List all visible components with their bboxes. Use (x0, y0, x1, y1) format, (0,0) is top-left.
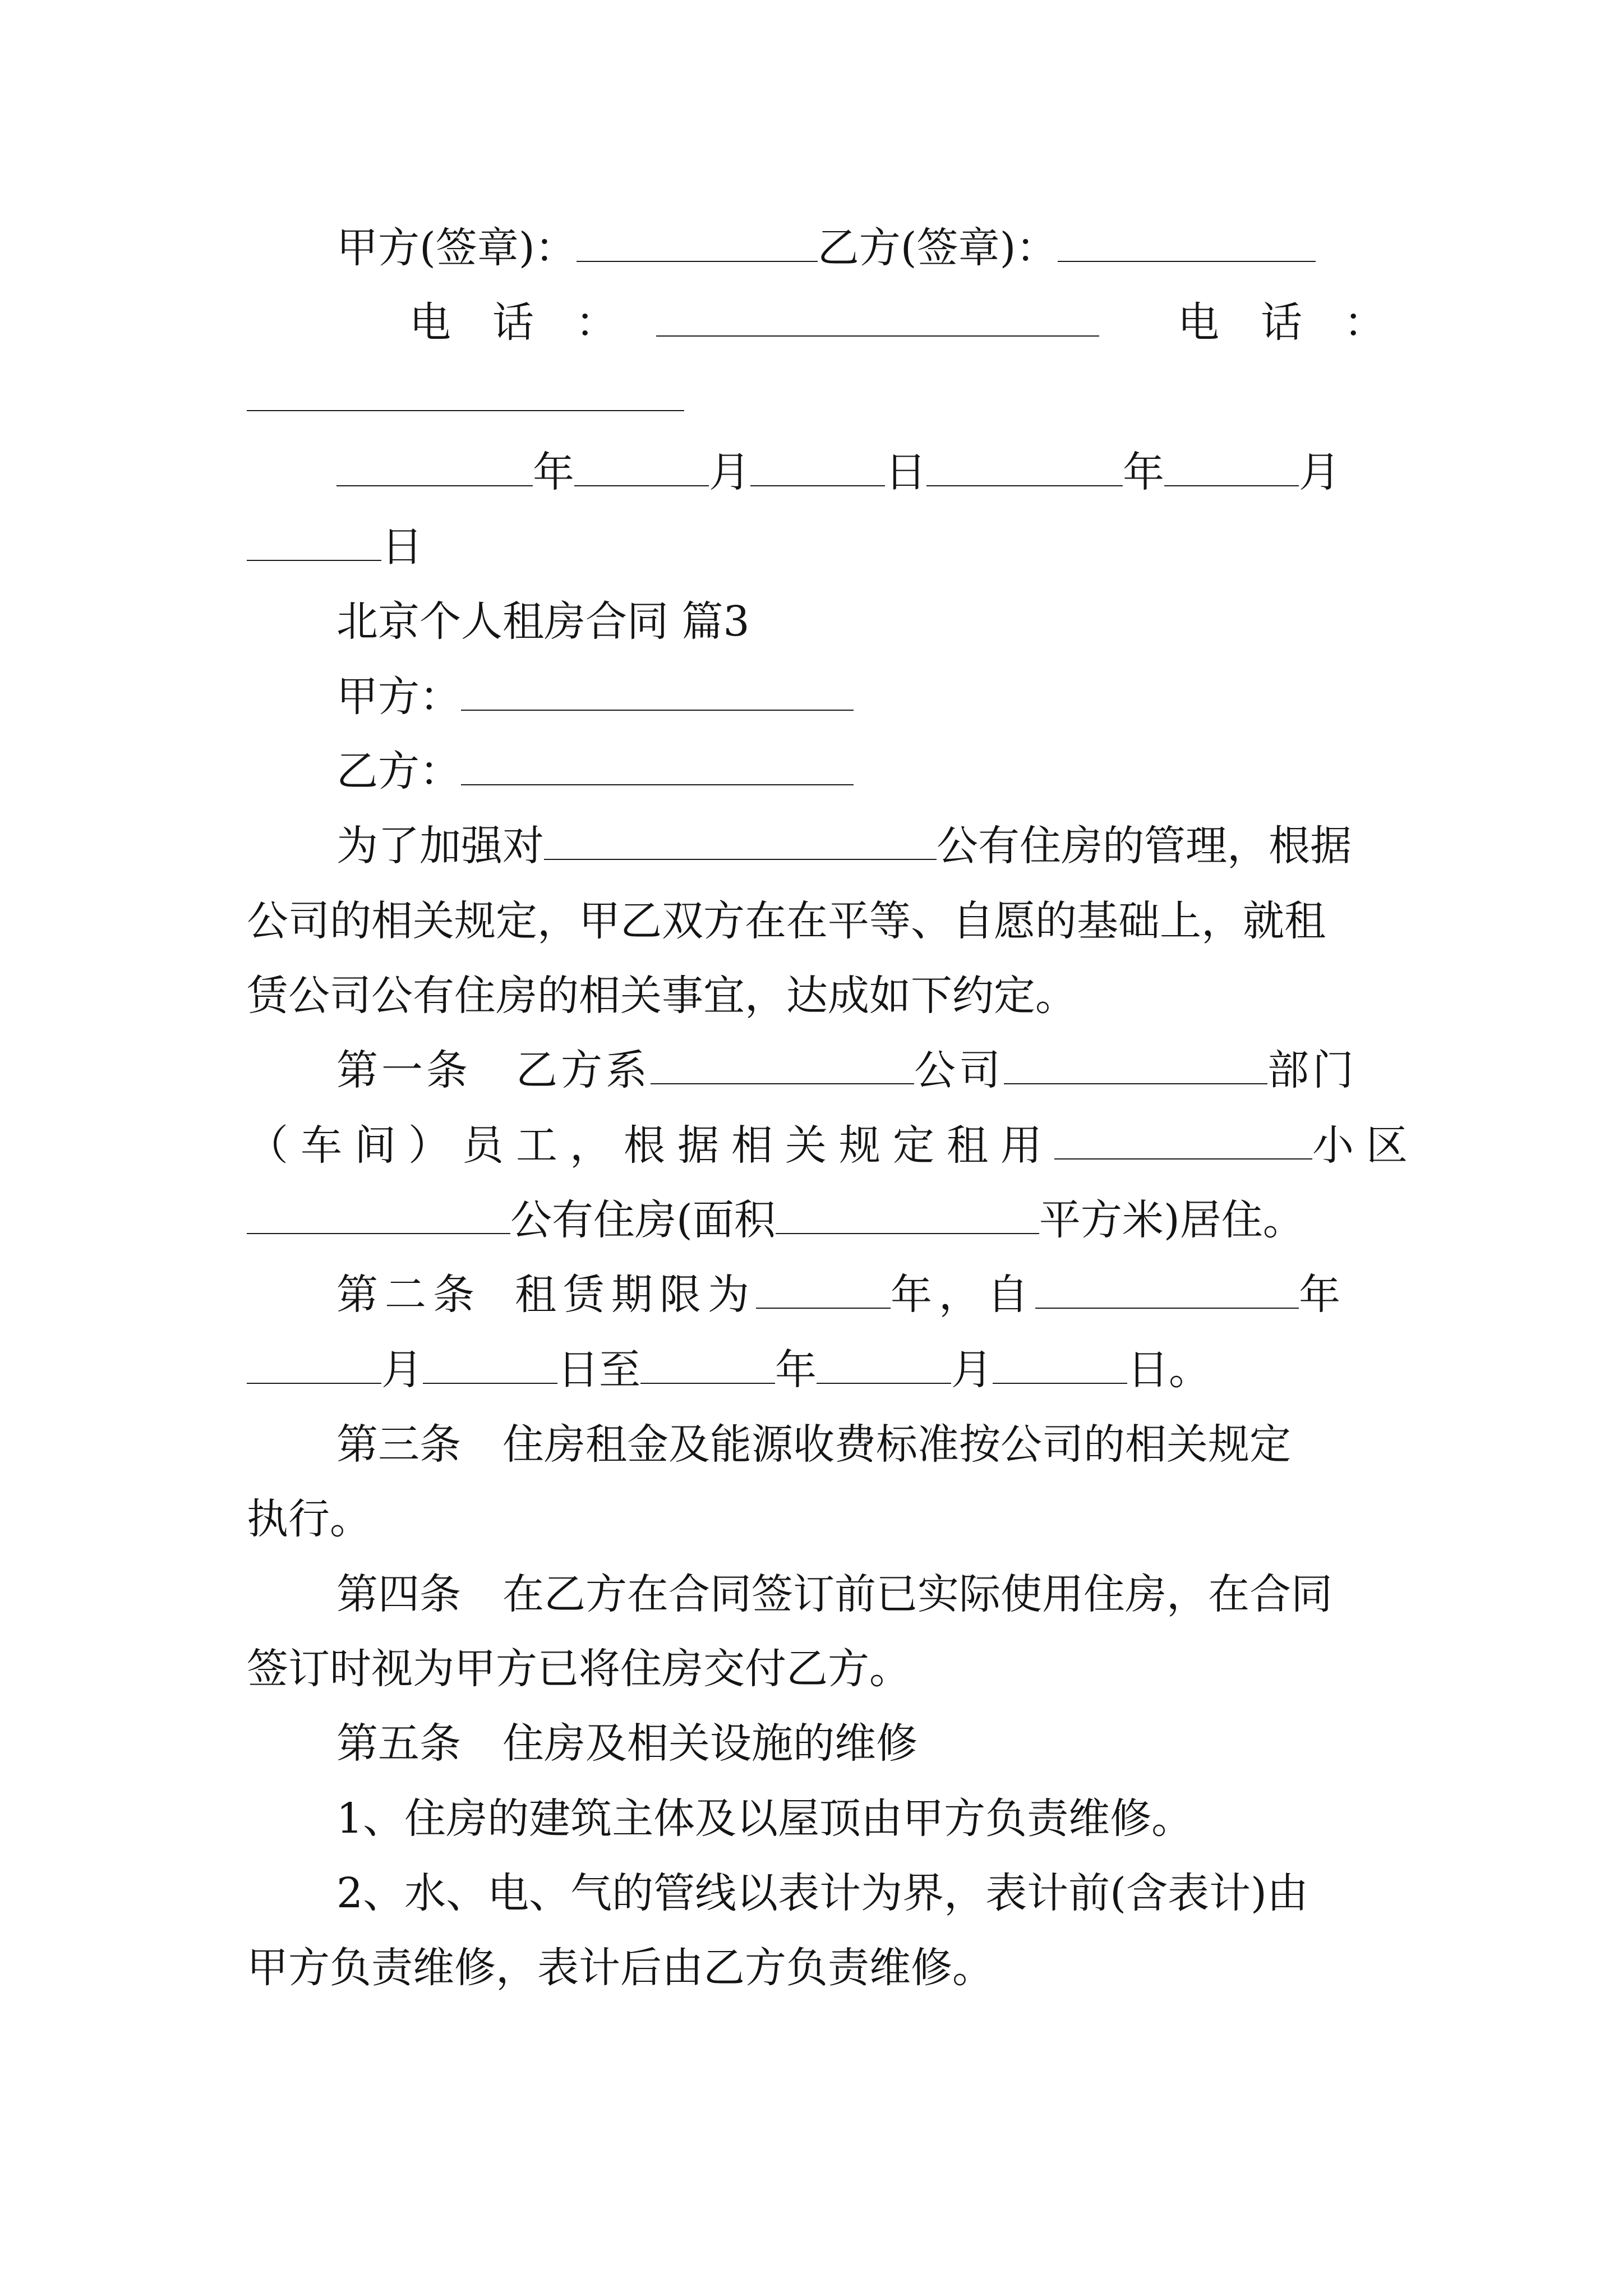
article-1-text: 公有住房(面积 (510, 1196, 776, 1244)
a-day-label: 日 (885, 448, 926, 496)
b-month-label: 月 (1299, 448, 1340, 496)
section-title: 北京个人租房合同 篇3 (336, 597, 750, 646)
article-3-line-1: 第三条 住房租金及能源收费标准按公司的相关规定 (336, 1420, 1291, 1469)
intro-text: 公有住房的管理，根据 (937, 822, 1352, 870)
article-2-line-2 (247, 1342, 1391, 1398)
start-day-blank (423, 1346, 557, 1384)
article-2-text: 年，自 (891, 1271, 1035, 1319)
article-1-text: 部门 (1267, 1046, 1357, 1094)
intro-line-3: 赁公司公有住房的相关事宜，达成如下约定。 (247, 972, 1077, 1020)
article-1-text: 小区 (1312, 1121, 1420, 1170)
party-b-seal-label: 乙方(签章)： (817, 224, 1058, 272)
phone-line (247, 295, 1391, 351)
article-1-heading: 第一条 (336, 1046, 471, 1094)
date-line (247, 444, 1391, 500)
intro-text: 为了加强对 (336, 822, 544, 870)
housing-blank (247, 1196, 510, 1234)
a-year-blank (336, 448, 533, 486)
b-month-blank (1164, 448, 1299, 486)
end-year-blank (640, 1346, 775, 1384)
party-a-phone-blank (656, 298, 1099, 337)
article-2-heading: 第二条 (336, 1271, 481, 1319)
article-5-item-2-line-2: 甲方负责维修，表计后由乙方负责维修。 (247, 1944, 994, 1992)
b-day-label: 日 (381, 523, 423, 571)
end-month-blank (817, 1346, 951, 1384)
article-4-line-1: 第四条 在乙方在合同签订前已实际使用住房，在合同 (336, 1570, 1332, 1618)
a-month-label: 月 (709, 448, 750, 496)
party-b-phone-label: 电 话 ： (1178, 298, 1385, 347)
a-day-blank (750, 448, 885, 486)
party-a-blank (461, 673, 854, 711)
article-1-text: （车间）员工，根据相关规定租用 (247, 1121, 1054, 1170)
article-2-text: 日。 (1127, 1346, 1210, 1394)
article-1-line-3 (247, 1192, 1391, 1248)
party-b-line (247, 743, 1391, 799)
company-blank (651, 1046, 914, 1084)
term-years-blank (756, 1271, 891, 1309)
b-year-blank (926, 448, 1123, 486)
article-1-text: 乙方系 (516, 1046, 651, 1094)
a-year-label: 年 (533, 448, 574, 496)
start-year-blank (1035, 1271, 1299, 1309)
party-a-label: 甲方： (336, 673, 461, 721)
area-blank (776, 1196, 1039, 1234)
intro-line-1 (247, 818, 1391, 874)
start-month-blank (247, 1346, 381, 1384)
article-2-text: 年 (1299, 1271, 1347, 1319)
article-2-text: 租赁期限为 (515, 1271, 756, 1319)
intro-blank (544, 822, 937, 860)
article-1-text: 公司 (914, 1046, 1004, 1094)
phone-line-continued (247, 369, 1391, 425)
intro-line-2: 公司的相关规定，甲乙双方在在平等、自愿的基础上，就租 (247, 897, 1326, 945)
end-day-blank (993, 1346, 1127, 1384)
party-a-phone-label: 电 话 ： (409, 298, 617, 347)
article-2-line-1 (247, 1267, 1391, 1323)
a-month-blank (574, 448, 709, 486)
article-1-line-1 (247, 1042, 1391, 1098)
department-blank (1004, 1046, 1267, 1084)
article-5-heading: 第五条 住房及相关设施的维修 (336, 1719, 917, 1768)
party-a-line (247, 669, 1391, 725)
signature-line (247, 220, 1391, 276)
party-b-phone-blank (247, 373, 684, 411)
article-3-line-2: 执行。 (247, 1495, 371, 1543)
party-b-blank (461, 747, 854, 785)
article-5-item-1: 1、住房的建筑主体及以屋顶由甲方负责维修。 (336, 1795, 1193, 1843)
party-a-seal-blank (577, 224, 818, 262)
b-day-blank (247, 523, 381, 561)
article-1-text: 平方米)居住。 (1039, 1196, 1304, 1244)
article-2-text: 日至 (557, 1346, 640, 1394)
article-2-text: 月 (381, 1346, 423, 1394)
party-b-label: 乙方： (336, 747, 461, 795)
party-a-seal-label: 甲方(签章)： (336, 224, 577, 272)
article-4-line-2: 签订时视为甲方已将住房交付乙方。 (247, 1645, 911, 1693)
date-line-continued (247, 519, 1391, 575)
community-blank (1054, 1121, 1312, 1159)
article-2-text: 年 (775, 1346, 817, 1394)
article-1-line-2 (247, 1117, 1420, 1174)
party-b-seal-blank (1058, 224, 1316, 262)
b-year-label: 年 (1123, 448, 1164, 496)
article-5-item-2-line-1: 2、水、电、气的管线以表计为界，表计前(含表计)由 (336, 1869, 1308, 1917)
article-2-text: 月 (951, 1346, 993, 1394)
